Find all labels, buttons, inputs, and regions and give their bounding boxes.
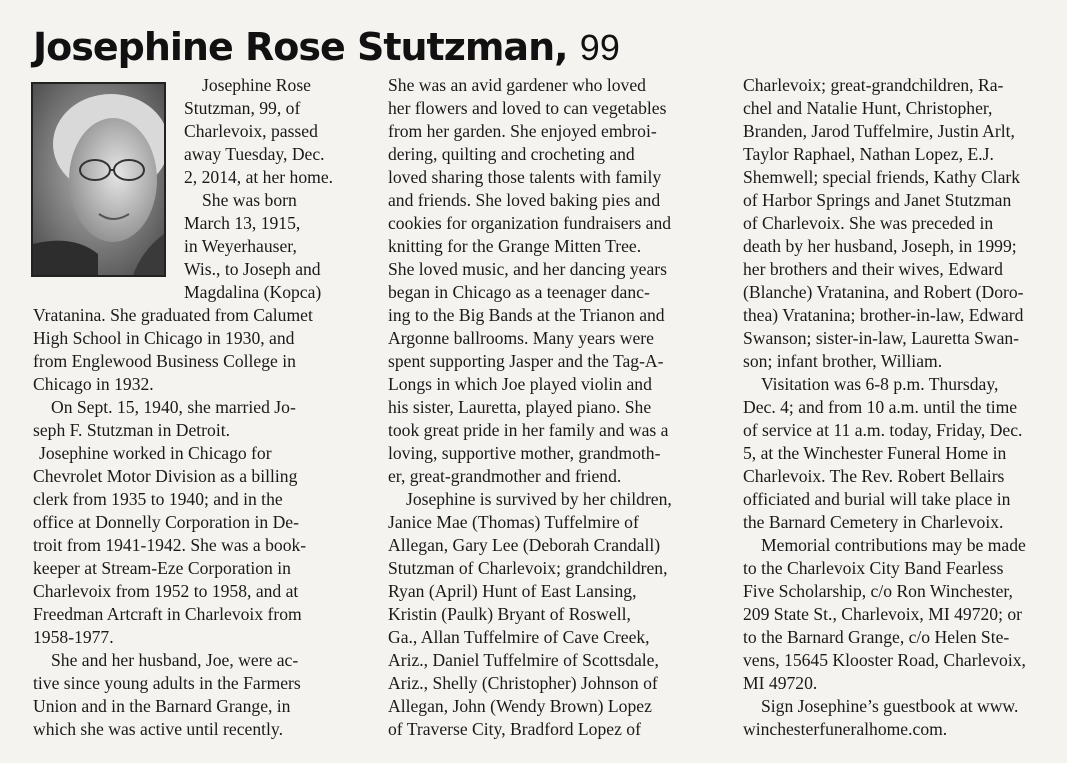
- text-line: Magdalina (Kopca): [184, 282, 322, 302]
- text-line: Charlevoix from 1952 to 1958, and at: [33, 581, 299, 601]
- text-line: Swanson; sister-in-law, Lauretta Swan-: [743, 328, 1020, 348]
- text-line: loving, supportive mother, grandmoth-: [388, 443, 661, 463]
- text-line: Branden, Jarod Tuffelmire, Justin Arlt,: [743, 121, 1015, 141]
- column-1: [33, 74, 363, 741]
- text-line: Josephine is survived by her children,: [406, 489, 672, 509]
- text-line: She was born: [202, 190, 297, 210]
- text-line: clerk from 1935 to 1940; and in the: [33, 489, 283, 509]
- text-line: Taylor Raphael, Nathan Lopez, E.J.: [743, 144, 994, 164]
- text-line: thea) Vratanina; brother-in-law, Edward: [743, 305, 1024, 325]
- text-line: She and her husband, Joe, were ac-: [51, 650, 299, 670]
- text-line: of Harbor Springs and Janet Stutzman: [743, 190, 1012, 210]
- text-line: Kristin (Paulk) Bryant of Roswell,: [388, 604, 631, 624]
- text-line: Stutzman of Charlevoix; grandchildren,: [388, 558, 668, 578]
- text-line: She was an avid gardener who loved: [388, 75, 646, 95]
- text-line: spent supporting Jasper and the Tag-A-: [388, 351, 664, 371]
- text-line: seph F. Stutzman in Detroit.: [33, 420, 230, 440]
- text-line: ing to the Big Bands at the Trianon and: [388, 305, 665, 325]
- text-line: Wis., to Joseph and: [184, 259, 321, 279]
- text-line: her brothers and their wives, Edward: [743, 259, 1003, 279]
- text-line: dering, quilting and crocheting and: [388, 144, 635, 164]
- text-line: Ariz., Shelly (Christopher) Johnson of: [388, 673, 658, 693]
- text-line: away Tuesday, Dec.: [184, 144, 325, 164]
- headline-age: 99: [579, 27, 620, 68]
- text-line: officiated and burial will take place in: [743, 489, 1011, 509]
- text-line: March 13, 1915,: [184, 213, 301, 233]
- text-line: Ariz., Daniel Tuffelmire of Scottsdale,: [388, 650, 659, 670]
- text-line: High School in Chicago in 1930, and: [33, 328, 295, 348]
- text-line: Ryan (April) Hunt of East Lansing,: [388, 581, 637, 601]
- obituary-headline: [33, 20, 620, 75]
- text-line: troit from 1941-1942. She was a book-: [33, 535, 307, 555]
- text-line: tive since young adults in the Farmers: [33, 673, 301, 693]
- text-line: Freedman Artcraft in Charlevoix from: [33, 604, 302, 624]
- text-line: 1958-1977.: [33, 627, 114, 647]
- text-line: Charlevoix, passed: [184, 121, 318, 141]
- text-line: of service at 11 a.m. today, Friday, Dec.: [743, 420, 1023, 440]
- text-line: Sign Josephine’s guestbook at www.: [761, 696, 1019, 716]
- text-line: She loved music, and her dancing years: [388, 259, 667, 279]
- text-line: of Traverse City, Bradford Lopez of: [388, 719, 641, 739]
- text-line: began in Chicago as a teenager danc-: [388, 282, 650, 302]
- text-line: Chevrolet Motor Division as a billing: [33, 466, 298, 486]
- text-line: his sister, Lauretta, played piano. She: [388, 397, 652, 417]
- text-line: of Charlevoix. She was preceded in: [743, 213, 994, 233]
- text-line: knitting for the Grange Mitten Tree.: [388, 236, 642, 256]
- text-line: 2, 2014, at her home.: [184, 167, 334, 187]
- text-line: Allegan, Gary Lee (Deborah Crandall): [388, 535, 661, 555]
- headline-name: Josephine Rose Stutzman,: [33, 25, 568, 69]
- text-line: Stutzman, 99, of: [184, 98, 301, 118]
- text-line: Vratanina. She graduated from Calumet: [33, 305, 313, 325]
- text-line: On Sept. 15, 1940, she married Jo-: [51, 397, 296, 417]
- text-line: office at Donnelly Corporation in De-: [33, 512, 299, 532]
- text-line: vens, 15645 Klooster Road, Charlevoix,: [743, 650, 1026, 670]
- text-line: Josephine Rose: [202, 75, 311, 95]
- text-line: Charlevoix; great-grandchildren, Ra-: [743, 75, 1004, 95]
- text-line: Shemwell; special friends, Kathy Clark: [743, 167, 1021, 187]
- text-line: to the Charlevoix City Band Fearless: [743, 558, 1004, 578]
- text-line: Longs in which Joe played violin and: [388, 374, 652, 394]
- text-line: keeper at Stream-Eze Corporation in: [33, 558, 291, 578]
- text-line: Josephine worked in Chicago for: [39, 443, 272, 463]
- text-line: which she was active until recently.: [33, 719, 283, 739]
- text-line: MI 49720.: [743, 673, 818, 693]
- text-line: loved sharing those talents with family: [388, 167, 662, 187]
- text-line: Charlevoix. The Rev. Robert Bellairs: [743, 466, 1005, 486]
- text-line: (Blanche) Vratanina, and Robert (Doro-: [743, 282, 1024, 302]
- text-line: Five Scholarship, c/o Ron Winchester,: [743, 581, 1013, 601]
- text-line: Argonne ballrooms. Many years were: [388, 328, 654, 348]
- text-line: Union and in the Barnard Grange, in: [33, 696, 291, 716]
- text-line: and friends. She loved baking pies and: [388, 190, 661, 210]
- text-line: from her garden. She enjoyed embroi-: [388, 121, 657, 141]
- text-line: took great pride in her family and was a: [388, 420, 669, 440]
- text-line: 209 State St., Charlevoix, MI 49720; or: [743, 604, 1023, 624]
- text-line: Ga., Allan Tuffelmire of Cave Creek,: [388, 627, 650, 647]
- text-line: the Barnard Cemetery in Charlevoix.: [743, 512, 1004, 532]
- text-line: Memorial contributions may be made: [761, 535, 1026, 555]
- text-line: Janice Mae (Thomas) Tuffelmire of: [388, 512, 639, 532]
- text-line: Dec. 4; and from 10 a.m. until the time: [743, 397, 1018, 417]
- text-line: in Weyerhauser,: [184, 236, 297, 256]
- text-line: death by her husband, Joseph, in 1999;: [743, 236, 1017, 256]
- text-line: Allegan, John (Wendy Brown) Lopez: [388, 696, 652, 716]
- text-line: cookies for organization fundraisers and: [388, 213, 672, 233]
- text-line: from Englewood Business College in: [33, 351, 296, 371]
- text-line: chel and Natalie Hunt, Christopher,: [743, 98, 993, 118]
- text-line: 5, at the Winchester Funeral Home in: [743, 443, 1007, 463]
- text-line: Visitation was 6-8 p.m. Thursday,: [761, 374, 999, 394]
- text-line: her flowers and loved to can vegetables: [388, 98, 667, 118]
- text-line: winchesterfuneralhome.com.: [743, 719, 948, 739]
- text-line: to the Barnard Grange, c/o Helen Ste-: [743, 627, 1010, 647]
- text-line: er, great-grandmother and friend.: [388, 466, 622, 486]
- text-line: Chicago in 1932.: [33, 374, 154, 394]
- column-2: [388, 74, 718, 741]
- column-3: [743, 74, 1065, 741]
- text-line: son; infant brother, William.: [743, 351, 943, 371]
